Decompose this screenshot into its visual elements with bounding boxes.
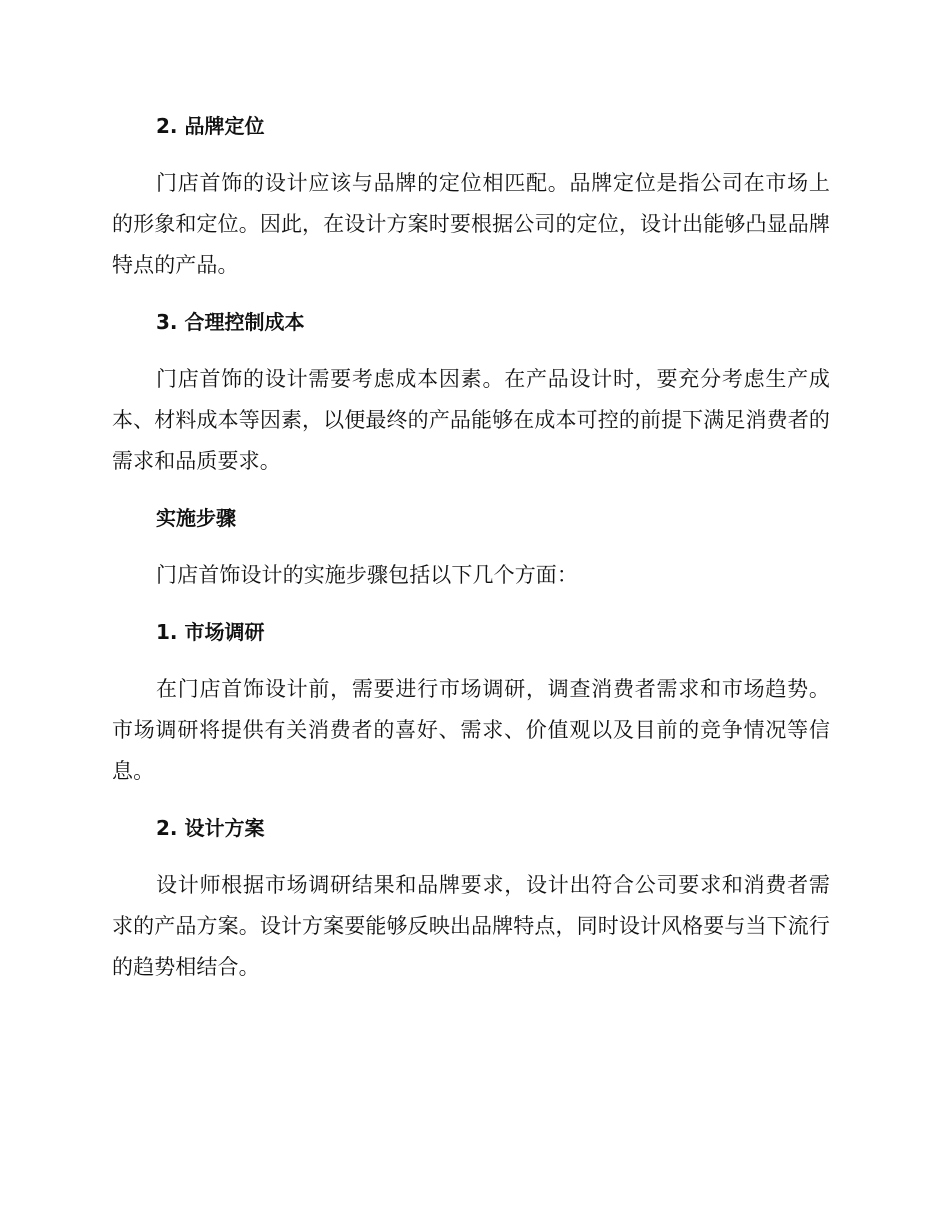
section-heading-implementation-steps: 实施步骤 <box>156 506 236 530</box>
document-page <box>112 106 830 988</box>
section-heading-design-proposal: 2. 设计方案 <box>156 816 265 840</box>
section-paragraph-market-research: 在门店首饰设计前，需要进行市场调研，调查消费者需求和市场趋势。市场调研将提供有关消费者的喜好、需求、价值观以及目前的竞争情况等信息。 <box>112 677 830 783</box>
section-heading-cost-control: 3. 合理控制成本 <box>156 310 305 334</box>
section-paragraph-brand-positioning: 门店首饰的设计应该与品牌的定位相匹配。品牌定位是指公司在市场上的形象和定位。因此，在设计方案时要根据公司的定位，设计出能够凸显品牌特点的产品。 <box>112 171 830 277</box>
section-paragraph-design-proposal: 设计师根据市场调研结果和品牌要求，设计出符合公司要求和消费者需求的产品方案。设计方案要能够反映出品牌特点，同时设计风格要与当下流行的趋势相结合。 <box>112 873 830 979</box>
section-paragraph-cost-control: 门店首饰的设计需要考虑成本因素。在产品设计时，要充分考虑生产成本、材料成本等因素，以便最终的产品能够在成本可控的前提下满足消费者的需求和品质要求。 <box>112 367 830 473</box>
section-paragraph-implementation-steps: 门店首饰设计的实施步骤包括以下几个方面： <box>156 563 578 587</box>
section-heading-market-research: 1. 市场调研 <box>156 620 265 644</box>
section-heading-brand-positioning: 2. 品牌定位 <box>156 114 265 138</box>
